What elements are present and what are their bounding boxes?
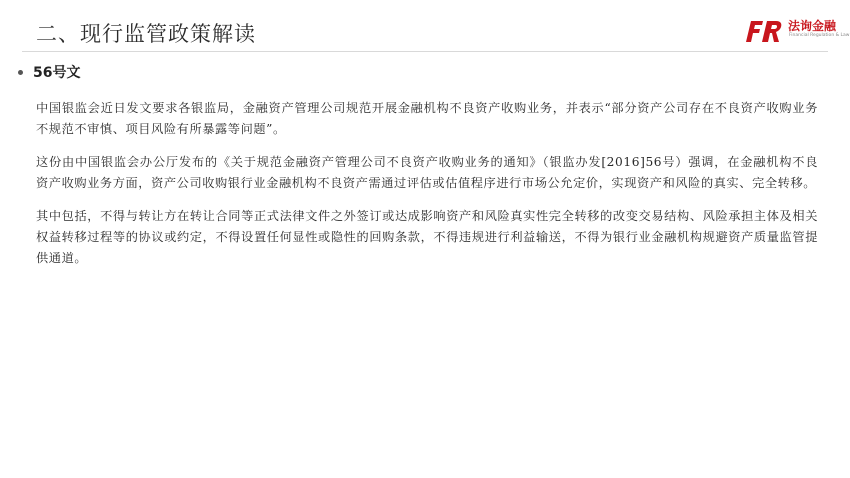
fr-logo-mark-icon — [744, 18, 784, 44]
page-title: 二、现行监管政策解读 — [36, 22, 256, 46]
section-bullet — [18, 62, 80, 82]
logo-name: 法询金融 — [788, 19, 837, 33]
logo-tagline: Financial Regulation & Law — [789, 33, 850, 38]
body-text — [36, 98, 818, 281]
paragraph-1: 中国银监会近日发文要求各银监局，金融资产管理公司规范开展金融机构不良资产收购业务，并表示“部分资产公司存在不良资产收购业务不规范不审慎、项目风险有所暴露等问题”。 — [36, 101, 818, 136]
paragraph-2: 这份由中国银监会办公厅发布的《关于规范金融资产管理公司不良资产收购业务的通知》（银监办发[2016]56号）强调，在金融机构不良资产收购业务方面，资产公司收购银行业金融机构不良资产需通过评估或估值程序进行市场公允定价，实现资产和风险的真实、完全转移。 — [36, 155, 818, 190]
bullet-dot-icon — [18, 70, 23, 75]
brand-logo — [744, 17, 850, 45]
paragraph-3: 其中包括，不得与转让方在转让合同等正式法律文件之外签订或达成影响资产和风险真实性完全转移的改变交易结构、风险承担主体及相关权益转移过程等的协议或约定，不得设置任何显性或隐性的回购条款，不得违规进行利益输送，不得为银行业金融机构规避资产质量监管提供通道。 — [36, 209, 818, 265]
section-heading: 56号文 — [33, 65, 81, 81]
title-divider — [22, 51, 828, 52]
